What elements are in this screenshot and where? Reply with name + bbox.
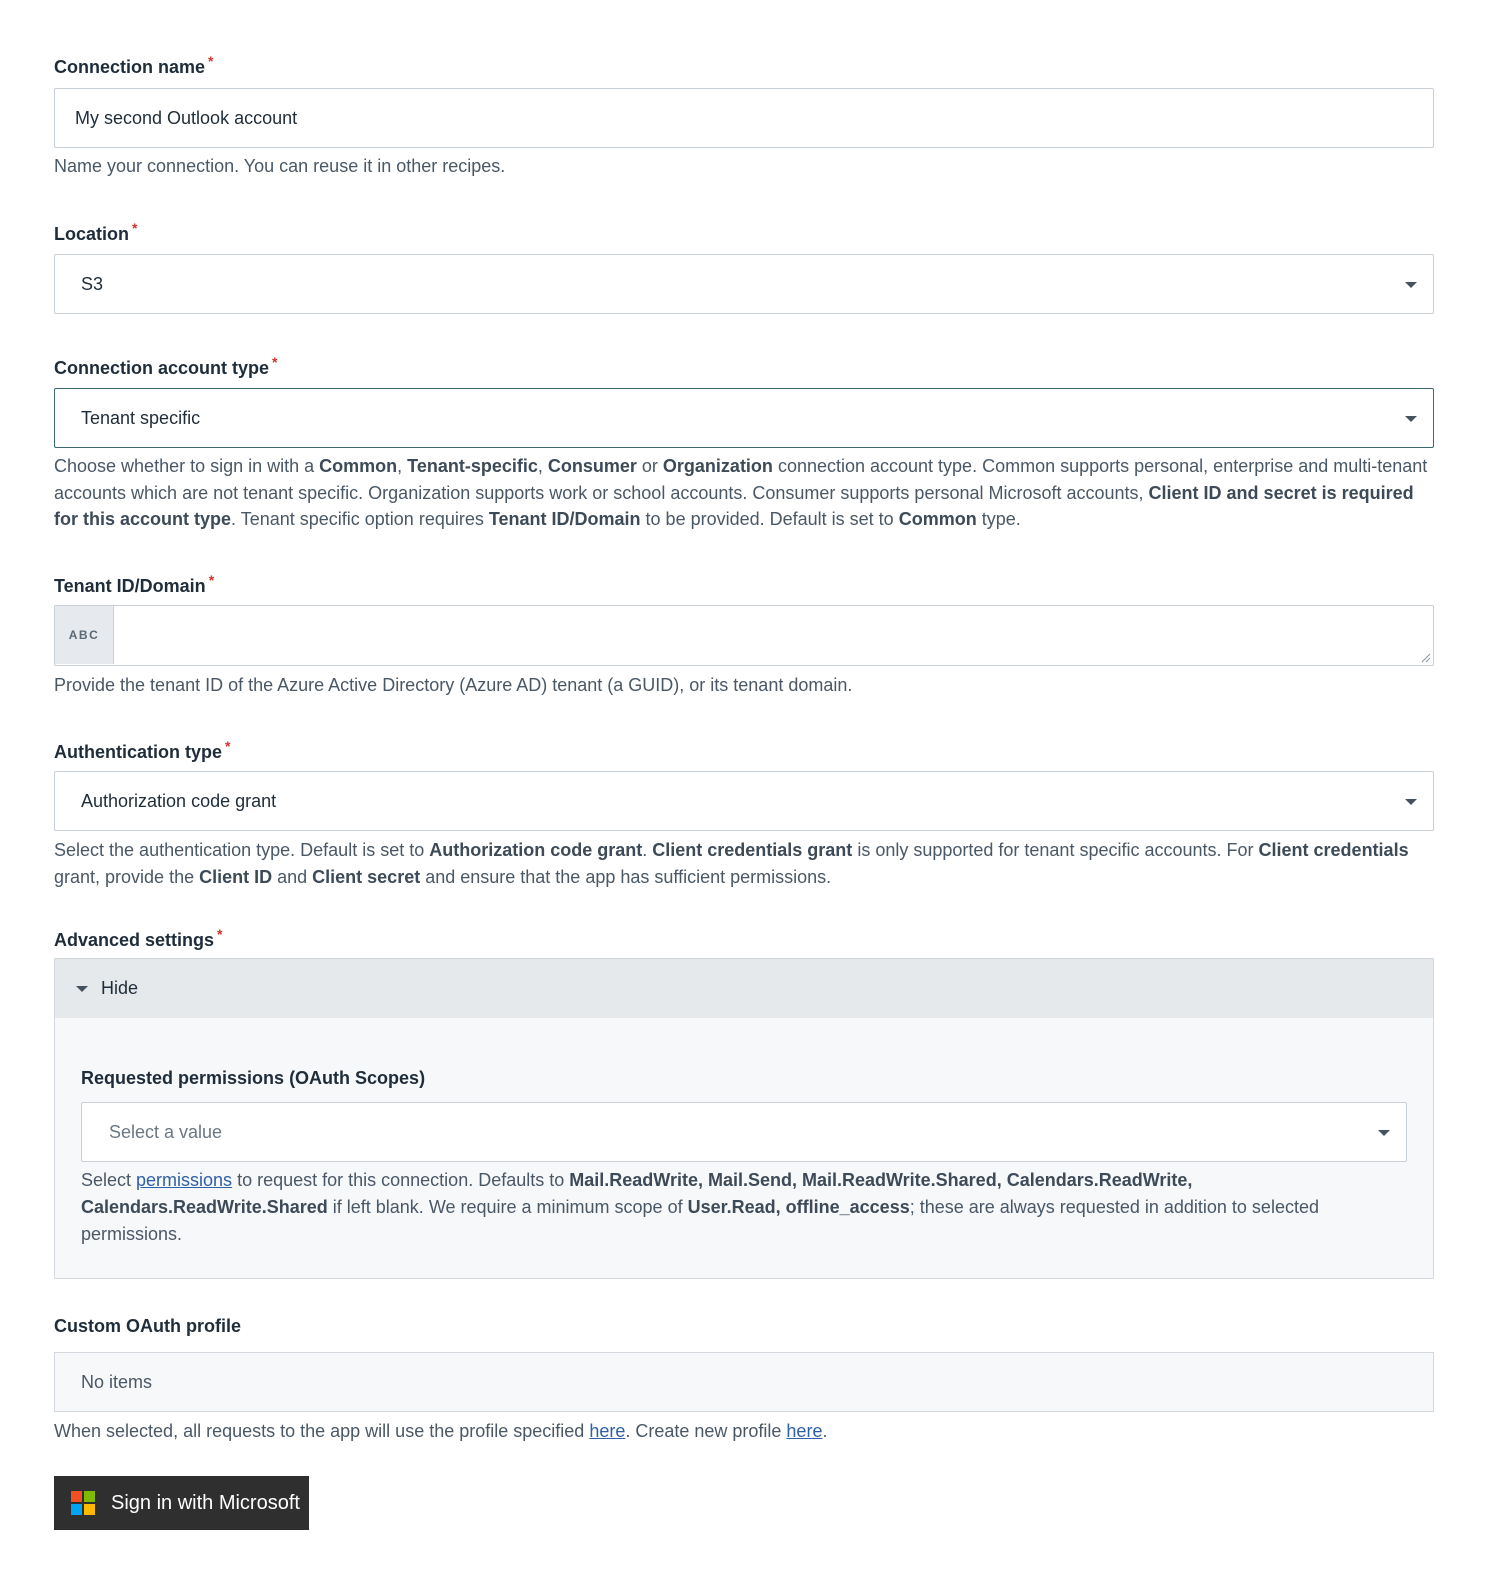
account-type-value: Tenant specific [81,408,201,428]
oauth-profile-select[interactable] [54,1352,1434,1412]
resize-handle-icon[interactable] [1421,653,1431,663]
chevron-down-icon [1378,1130,1390,1136]
tenant-field [54,568,1434,596]
permissions-select[interactable] [81,1102,1407,1162]
required-asterisk: * [208,572,215,588]
chevron-down-icon [1405,282,1417,288]
account-type-field [54,350,1434,378]
connection-name-input[interactable] [54,88,1434,148]
tenant-hint: Provide the tenant ID of the Azure Active Directory (Azure AD) tenant (a GUID), or its tenant domain. [54,675,853,695]
required-asterisk: * [225,738,231,754]
oauth-profile-hint: When selected, all requests to the app will use the profile specified here. Create new profile here. [54,1421,828,1441]
profile-specified-link[interactable]: here [589,1421,626,1441]
auth-type-select[interactable] [54,771,1434,831]
permissions-link[interactable]: permissions [136,1170,233,1190]
tenant-label: Tenant ID/Domain * [54,572,215,596]
oauth-profile-label: Custom OAuth profile [54,1316,241,1336]
account-type-hint: Choose whether to sign in with a Common, Tenant-specific, Consumer or Organization connection account type. Common supports personal, enterprise and multi-tenant accounts which are not tenant specific. Organization supports work or school accounts. Consumer supports personal Microsoft accounts, Client ID and secret is required for this account type. Tenant specific option requires Tenant ID/Domain to be provided. Default is set to Common type. [54,456,1428,529]
account-type-select[interactable] [54,388,1434,448]
permissions-placeholder: Select a value [109,1122,223,1142]
required-asterisk: * [217,926,223,942]
auth-type-value: Authorization code grant [81,791,277,811]
microsoft-logo-icon [71,1491,95,1515]
chevron-down-icon [1405,799,1417,805]
location-label: Location * [54,220,138,244]
advanced-settings-field [54,922,1434,950]
permissions-hint: Select permissions to request for this connection. Defaults to Mail.ReadWrite, Mail.Send, Mail.ReadWrite.Shared, Calendars.ReadWrite, Calendars.ReadWrite.Shared if left blank. We require a minimum scope of User.Read, offline_access; these are always requested in addition to selected permissions. [81,1170,1319,1244]
advanced-settings-label: Advanced settings * [54,926,223,950]
connection-name-value: My second Outlook account [75,108,298,128]
required-asterisk: * [208,53,214,69]
auth-type-field [54,734,1434,762]
sign-in-microsoft-button[interactable] [54,1476,309,1530]
required-asterisk: * [132,220,138,236]
oauth-profile-field [54,1314,1434,1338]
sign-in-label: Sign in with Microsoft [111,1492,300,1514]
auth-type-label: Authentication type * [54,738,231,762]
location-select[interactable] [54,254,1434,314]
permissions-label: Requested permissions (OAuth Scopes) [81,1068,426,1088]
auth-type-hint: Select the authentication type. Default is set to Authorization code grant. Client credentials grant is only supported for tenant specific accounts. For Client credentials grant, provide the Client ID and Client secret and ensure that the app has sufficient permissions. [54,840,1409,887]
oauth-profile-value: No items [81,1372,153,1392]
advanced-settings-panel [54,958,1434,1279]
caret-down-icon [76,986,88,992]
account-type-label: Connection account type * [54,354,278,378]
connection-name-hint: Name your connection. You can reuse it in other recipes. [54,156,506,176]
connection-name-label: Connection name * [54,53,214,77]
advanced-toggle-label: Hide [101,978,139,998]
location-value: S3 [81,274,104,294]
text-type-badge: ABC [55,606,114,664]
create-profile-link[interactable]: here [786,1421,823,1441]
advanced-settings-toggle[interactable] [55,959,1433,1018]
required-asterisk: * [272,354,278,370]
location-field [54,216,1434,244]
chevron-down-icon [1405,416,1417,422]
connection-name-field [54,49,1434,77]
tenant-input[interactable] [54,605,1434,666]
